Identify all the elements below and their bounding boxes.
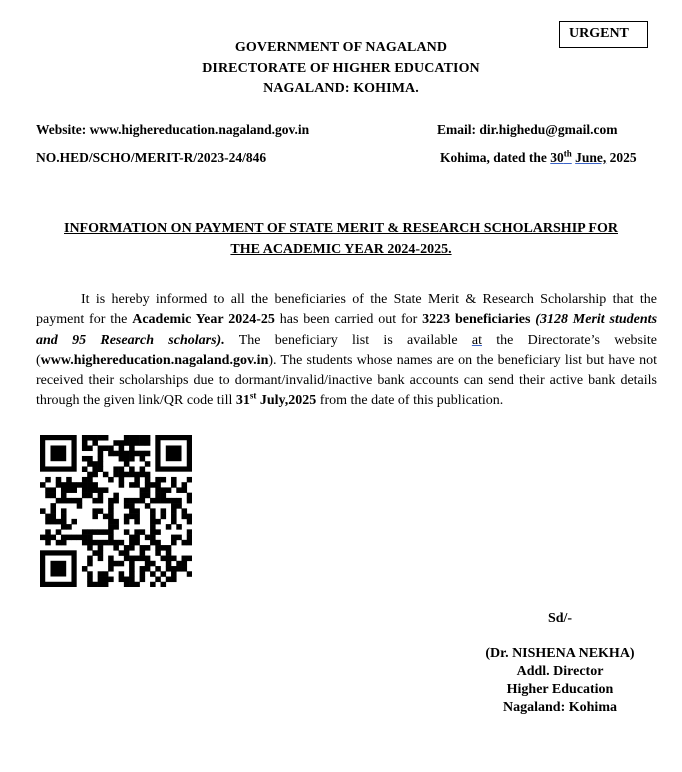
date-year: 2025 (606, 150, 637, 165)
date-line (440, 150, 637, 166)
academic-year: Academic Year 2024-25 (132, 312, 275, 328)
signatory-name: (Dr. NISHENA NEKHA) (485, 646, 635, 661)
notice-body: It is hereby informed to all the beneficiaries of the State Merit & Research Scholarship that the payment for the Academic Year 2024-25 has been carried out for 3223 beneficiaries (3128 Merit students and 95 Research scholars). The beneficiary list is available at the Directorate’s website (www.highereducation.nagaland.gov.in). The students whose names are on the beneficiary list but have not received their scholarships due to dormant/invalid/inactive bank accounts can send their active bank details through the given link/QR code till 31st July,2025 from the date of this publication. (36, 292, 658, 409)
beneficiary-count: 3223 beneficiaries (422, 312, 531, 328)
header-location: NAGALAND: KOHIMA. (263, 81, 419, 96)
signatory-department: Higher Education (506, 682, 614, 697)
notice-title-line2: THE ACADEMIC YEAR 2024-2025. (230, 242, 452, 257)
deadline: 31st July,2025 (235, 390, 317, 409)
signatory-designation: Addl. Director (516, 664, 604, 679)
signatory-place: Nagaland: Kohima (503, 700, 617, 715)
signature-sd: Sd/- (547, 611, 573, 626)
body-website[interactable]: www.highereducation.nagaland.gov.in (40, 352, 269, 368)
header-directorate: DIRECTORATE OF HIGHER EDUCATION (202, 61, 480, 76)
date-day: 30th (550, 148, 572, 165)
reference-number: NO.HED/SCHO/MERIT-R/2023-24/846 (36, 150, 267, 165)
urgent-badge: URGENT (559, 21, 648, 48)
notice-title-line1: INFORMATION ON PAYMENT OF STATE MERIT & RESEARCH SCHOLARSHIP FOR (64, 221, 618, 236)
header-government: GOVERNMENT OF NAGALAND (234, 40, 448, 55)
date-prefix: Kohima, dated the (440, 150, 551, 165)
qr-code[interactable] (40, 435, 192, 587)
website-line: Website: www.highereducation.nagaland.gov.in (36, 122, 310, 137)
date-month: June, (575, 150, 607, 165)
email-line: Email: dir.highedu@gmail.com (437, 122, 618, 137)
beneficiary-breakdown: (3128 Merit students and 95 Research scholars). (36, 312, 658, 348)
